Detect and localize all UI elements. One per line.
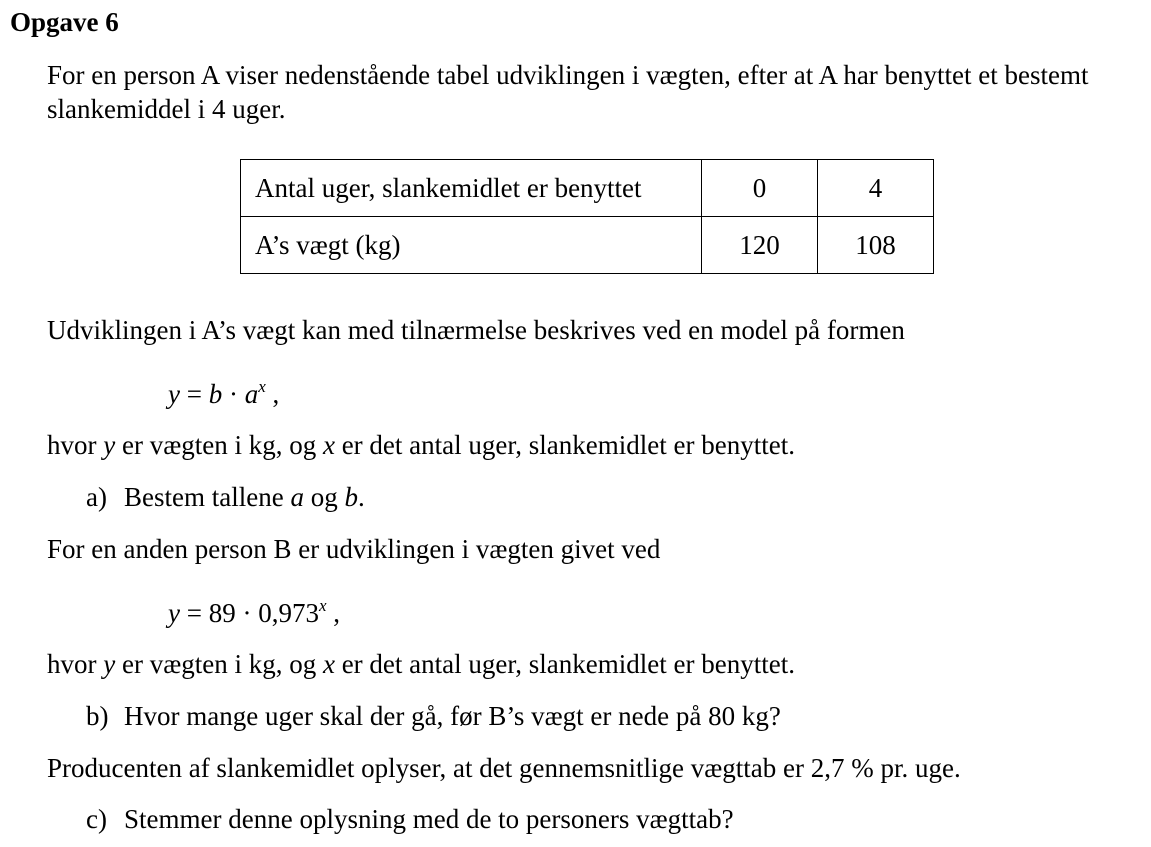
table-cell: 4 (818, 160, 934, 217)
table-row-header: Antal uger, slankemidlet er benyttet (241, 160, 702, 217)
formula-operator: = (179, 379, 209, 409)
formula-constant: 0,973 (258, 598, 319, 628)
formula-symbol: a (244, 379, 259, 409)
task-title: Opgave 6 (10, 7, 119, 37)
table-cell: 0 (702, 160, 818, 217)
producer-claim: Producenten af slankemidlet oplyser, at det gennemsnitlige vægttab er 2,7 % pr. uge. (47, 753, 961, 783)
formula-symbol: y (168, 598, 180, 628)
table-row (241, 217, 934, 274)
formula-punctuation: , (265, 379, 280, 409)
variable-b: b (344, 482, 358, 512)
table-cell: 120 (702, 217, 818, 274)
question-a (86, 480, 365, 514)
text-run: Bestem tallene (124, 482, 291, 512)
formula-model-b (168, 589, 340, 630)
question-label: b) (86, 701, 109, 731)
variable-a: a (290, 482, 304, 512)
formula-symbol: y (168, 379, 180, 409)
variable-x: x (322, 649, 335, 679)
formula-punctuation: , (326, 598, 341, 628)
question-label: a) (86, 482, 107, 512)
table-row (241, 160, 934, 217)
table-cell: 108 (818, 217, 934, 274)
formula-model-a (168, 370, 279, 411)
formula-exponent: x (318, 596, 327, 615)
question-label: c) (86, 804, 107, 834)
question-b (86, 699, 781, 733)
text-run: er vægten i kg, og (115, 430, 323, 460)
formula-constant: 89 (208, 598, 236, 628)
text-run: . (357, 482, 365, 512)
question-text: Hvor mange uger skal der gå, før B’s vægt er nede på 80 kg? (124, 701, 781, 731)
variables-description-2 (47, 647, 795, 681)
model-description: Udviklingen i A’s vægt kan med tilnærmelse beskrives ved en model på formen (47, 315, 905, 345)
formula-exponent: x (258, 377, 266, 396)
question-text: Stemmer denne oplysning med de to personers vægttab? (124, 804, 734, 834)
text-run: er vægten i kg, og (115, 649, 323, 679)
text-run: hvor (47, 649, 104, 679)
formula-operator: · (222, 379, 245, 409)
text-run: hvor (47, 430, 104, 460)
variable-y: y (103, 430, 116, 460)
variable-x: x (322, 430, 335, 460)
intro-paragraph: For en person A viser nedenstående tabel udviklingen i vægten, efter at A har benyttet et bestemt slankemiddel i 4 uger. (47, 60, 1089, 124)
question-c (86, 802, 734, 836)
person-b-description: For en anden person B er udviklingen i vægten givet ved (47, 534, 661, 564)
text-run: er det antal uger, slankemidlet er benyttet. (334, 649, 795, 679)
table-row-header: A’s vægt (kg) (241, 217, 702, 274)
formula-operator: = (179, 598, 209, 628)
formula-operator: · (235, 598, 259, 628)
variable-y: y (103, 649, 116, 679)
text-run: og (303, 482, 345, 512)
formula-symbol: b (208, 379, 223, 409)
text-run: er det antal uger, slankemidlet er benyttet. (334, 430, 795, 460)
weight-table (240, 159, 934, 274)
variables-description-1 (47, 428, 795, 462)
